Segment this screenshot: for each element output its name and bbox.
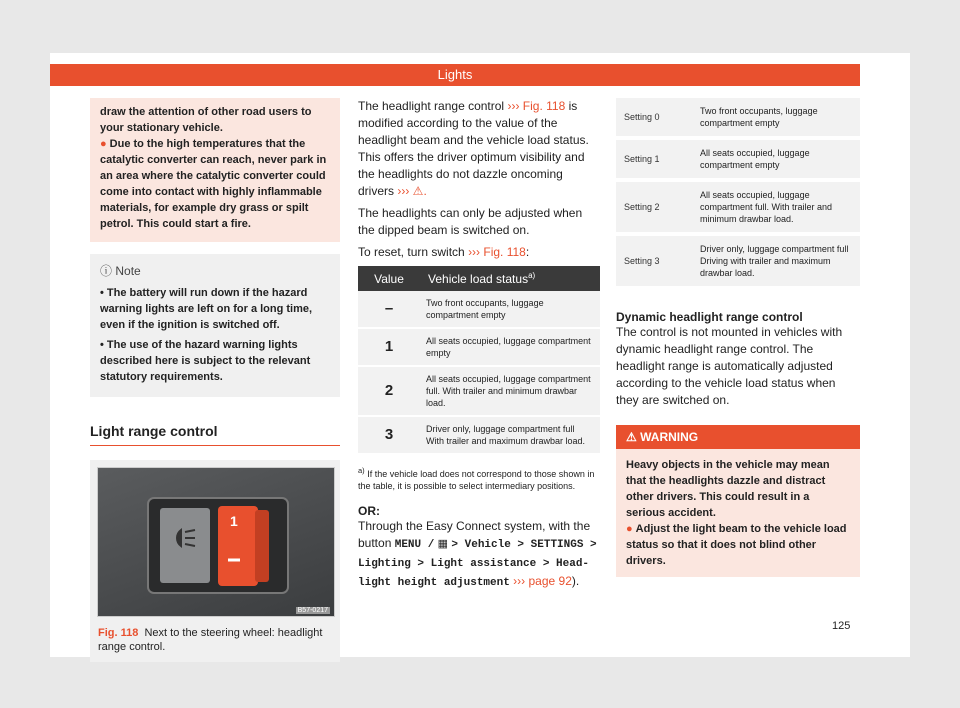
table-header: Vehicle load status$^{a)}$ <box>420 266 600 291</box>
section-title: Light range control <box>90 423 340 446</box>
figure-code: B57-0217 <box>297 607 328 614</box>
headlight-control-illustration <box>98 468 334 616</box>
note-title: ⓘ Note <box>100 264 141 278</box>
paragraph: The headlights can only be adjusted when the dipped beam is switched on. <box>358 206 583 237</box>
warning-bullet: ● Adjust the light beam to the vehicle load status so that it does not blind other drivers. <box>626 523 847 567</box>
figure-link[interactable]: ››› Fig. 118 <box>468 245 526 259</box>
info-icon: ⓘ <box>100 264 113 278</box>
left-column <box>90 98 340 662</box>
footnote: $^{a)}$ If the vehicle load does not correspond to those shown in the table, it is possible to select intermediary positions. <box>358 466 595 491</box>
svg-text:1: 1 <box>230 513 238 529</box>
note-item: • The use of the hazard warning lights described here is subject to the relevant statutory requirements. <box>100 339 311 383</box>
right-column <box>616 98 860 577</box>
paragraph: Through the Easy Connect system, with the button MENU / ▦ > Vehicle > SETTINGS > Lighting > Light assistance > Head-light height adjustment ››› page 92). <box>358 519 597 589</box>
table-header-row <box>358 266 600 291</box>
table-row: – Two front occupants, luggage compartment empty <box>358 291 600 328</box>
note-item: • The battery will run down if the hazard warning lights are left on for a long time, even if the ignition is switched off. <box>100 287 313 331</box>
bullet-icon: ● <box>100 138 107 150</box>
warning-triangle-icon: ⚠ <box>626 430 637 444</box>
settings-table <box>616 98 860 290</box>
paragraph: The headlight range control ››› Fig. 118 is modified according to the value of the headlight beam and the vehicle load status. This offers the driver optimum visibility and the headlights do not dazzle oncoming drivers ››› ⚠. <box>358 99 589 198</box>
page-number: 125 <box>832 620 851 632</box>
warning-continuation-box <box>90 98 340 242</box>
grid-icon: ▦ <box>437 538 449 550</box>
figure-caption: Fig. 118 Next to the steering wheel: headlight range control. <box>98 627 323 653</box>
warning-text: Heavy objects in the vehicle may mean that the headlights dazzle and distract other drivers. This could result in a serious accident. <box>626 459 830 519</box>
page-link[interactable]: ››› page 92 <box>513 574 572 588</box>
warning-title: ⚠ WARNING <box>616 425 860 449</box>
warning-body <box>616 449 860 577</box>
warning-bullet: ● Due to the high temperatures that the catalytic converter can reach, never park in an area where the catalytic converter could come into contact with highly inflammable materials, for example dry grass or spilt petrol. This could start a fire. <box>100 138 327 230</box>
table-row: Setting 2 All seats occupied, luggage compartment full. With trailer and minimum drawbar load. <box>616 180 860 234</box>
page-header: Lights <box>50 64 860 86</box>
warning-text: draw the attention of other road users to your stationary vehicle. <box>100 106 312 134</box>
paragraph: To reset, turn switch ››› Fig. 118: <box>358 245 530 259</box>
table-row: Setting 3 Driver only, luggage compartment full Driving with trailer and maximum drawbar load. <box>616 234 860 288</box>
warning-link[interactable]: ››› ⚠. <box>397 184 427 198</box>
menu-path: > Vehicle > SETTINGS > Lighting > Light assistance > Head-light height adjustment <box>358 539 597 589</box>
headlight-range-control-image <box>97 467 335 617</box>
note-box <box>90 254 340 397</box>
bullet-icon: ● <box>626 523 633 535</box>
figure <box>90 460 340 662</box>
figure-link[interactable]: ››› Fig. 118 <box>507 99 566 113</box>
paragraph: The control is not mounted in vehicles with dynamic headlight range control. The headlight range is automatically adjusted according to the vehicle load status when they are switched on. <box>616 325 843 407</box>
table-row: Setting 1 All seats occupied, luggage compartment empty <box>616 138 860 180</box>
value-table <box>358 266 600 455</box>
table-header: Value <box>358 266 420 291</box>
table-row: Setting 0 Two front occupants, luggage compartment empty <box>616 98 860 138</box>
table-row: 2 All seats occupied, luggage compartment full. With trailer and minimum drawbar load. <box>358 366 600 416</box>
or-label: OR: <box>358 504 380 518</box>
subsection-title: Dynamic headlight range control <box>616 310 803 324</box>
table-row: 3 Driver only, luggage compartment full With trailer and maximum drawbar load. <box>358 416 600 454</box>
warning-box <box>616 425 860 577</box>
middle-column <box>358 98 600 597</box>
table-row: 1 All seats occupied, luggage compartment empty <box>358 328 600 366</box>
menu-button-label: MENU / <box>394 539 435 551</box>
